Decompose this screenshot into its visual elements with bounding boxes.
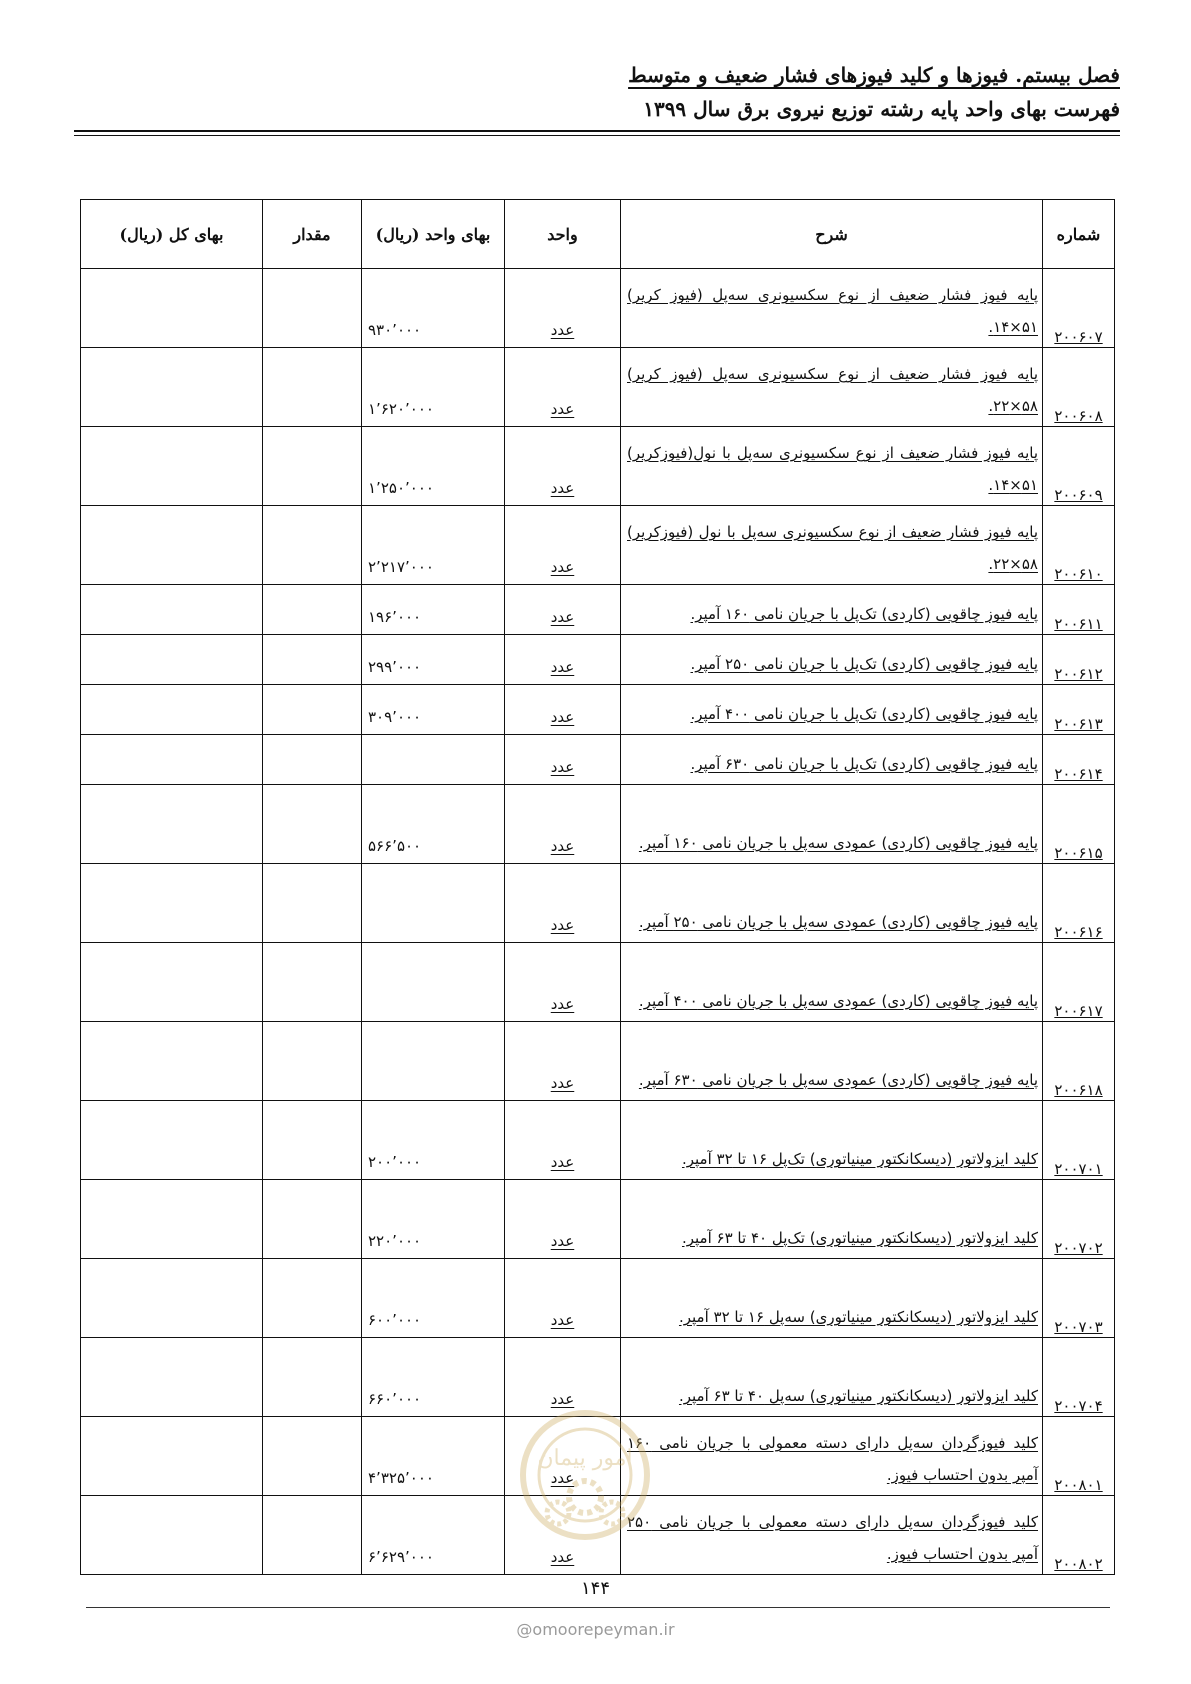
item-unit-price-cell: ۹۳۰٬۰۰۰	[362, 269, 505, 348]
item-code: ۲۰۰۶۱۸	[1054, 1081, 1103, 1099]
site-watermark: @omoorepeyman.ir	[516, 1620, 675, 1639]
item-code-cell	[1043, 635, 1115, 685]
item-description-cell	[621, 506, 1043, 585]
item-description: کلید ایزولاتور (دیسکانکتور مینیاتوری) تک‌پل ۴۰ تا ۶۳ آمپر.	[681, 1229, 1038, 1247]
item-unit-cell	[505, 1101, 621, 1180]
item-description-cell	[621, 1180, 1043, 1259]
item-unit-cell	[505, 1022, 621, 1101]
item-unit-cell	[505, 427, 621, 506]
item-description-cell	[621, 348, 1043, 427]
item-description: پایه فیوز چاقویی (کاردی) عمودی سه‌پل با جریان نامی ۲۵۰ آمپر.	[638, 913, 1038, 931]
item-description-cell	[621, 943, 1043, 1022]
item-unit-price-cell: ۳۰۹٬۰۰۰	[362, 685, 505, 735]
page-number: ۱۴۴	[580, 1578, 610, 1599]
item-description: پایه فیوز چاقویی (کاردی) عمودی سه‌پل با جریان نامی ۱۶۰ آمپر.	[638, 834, 1038, 852]
item-code-cell	[1043, 1101, 1115, 1180]
item-description-cell	[621, 685, 1043, 735]
item-description-cell	[621, 1496, 1043, 1575]
item-code-cell	[1043, 943, 1115, 1022]
item-quantity-cell	[263, 348, 362, 427]
item-code: ۲۰۰۶۱۱	[1054, 615, 1103, 633]
item-total-price-cell	[81, 1496, 263, 1575]
item-code: ۲۰۰۸۰۱	[1054, 1476, 1103, 1494]
item-code: ۲۰۰۶۱۰	[1054, 565, 1103, 583]
item-total-price-cell	[81, 1022, 263, 1101]
table-row	[81, 685, 1115, 735]
item-total-price-cell	[81, 735, 263, 785]
item-unit: عدد	[550, 400, 575, 418]
col-header-qty: مقدار	[263, 200, 362, 269]
item-quantity-cell	[263, 943, 362, 1022]
item-quantity-cell	[263, 427, 362, 506]
item-description-cell	[621, 864, 1043, 943]
item-unit-cell	[505, 785, 621, 864]
item-code-cell	[1043, 1417, 1115, 1496]
header-rule-thin	[74, 135, 1120, 136]
item-code-cell	[1043, 1259, 1115, 1338]
table-row	[81, 1180, 1115, 1259]
item-unit-cell	[505, 348, 621, 427]
item-total-price-cell	[81, 1101, 263, 1180]
item-description: کلید ایزولاتور (دیسکانکتور مینیاتوری) تک‌پل ۱۶ تا ۳۲ آمپر.	[681, 1150, 1038, 1168]
item-total-price-cell	[81, 943, 263, 1022]
item-total-price-cell	[81, 506, 263, 585]
col-header-code: شماره	[1043, 200, 1115, 269]
table-row	[81, 1259, 1115, 1338]
item-total-price-cell	[81, 635, 263, 685]
item-code-cell	[1043, 506, 1115, 585]
item-code: ۲۰۰۶۰۹	[1054, 486, 1103, 504]
document-title: فهرست بهای واحد پایه رشته توزیع نیروی برق سال ۱۳۹۹	[643, 97, 1120, 121]
table-header-row	[81, 200, 1115, 269]
item-quantity-cell	[263, 1022, 362, 1101]
item-code: ۲۰۰۷۰۲	[1054, 1239, 1103, 1257]
item-unit-price-cell: ۲۹۹٬۰۰۰	[362, 635, 505, 685]
item-code: ۲۰۰۶۱۴	[1054, 765, 1103, 783]
header-rule	[74, 130, 1120, 132]
item-description: پایه فیوز چاقویی (کاردی) عمودی سه‌پل با جریان نامی ۴۰۰ آمپر.	[638, 992, 1038, 1010]
item-total-price-cell	[81, 1180, 263, 1259]
item-total-price-cell	[81, 427, 263, 506]
item-code-cell	[1043, 864, 1115, 943]
item-description: پایه فیوز فشار ضعیف از نوع سکسیونری سه‌پل با نول (فیوزکریر) ۵۸×۲۲.	[627, 523, 1038, 573]
item-code: ۲۰۰۸۰۲	[1054, 1555, 1103, 1573]
chapter-title: فصل بیستم. فیوزها و کلید فیوزهای فشار ضعیف و متوسط	[628, 63, 1120, 87]
item-total-price-cell	[81, 269, 263, 348]
item-quantity-cell	[263, 269, 362, 348]
item-total-price-cell	[81, 785, 263, 864]
item-description-cell	[621, 427, 1043, 506]
item-unit-price-cell: ۱۹۶٬۰۰۰	[362, 585, 505, 635]
item-total-price-cell	[81, 1259, 263, 1338]
item-quantity-cell	[263, 1338, 362, 1417]
item-description-cell	[621, 635, 1043, 685]
item-unit-price-cell: ۶۶۰٬۰۰۰	[362, 1338, 505, 1417]
item-unit: عدد	[550, 758, 575, 776]
item-description: پایه فیوز فشار ضعیف از نوع سکسیونری سه‌پل (فیوز کریر) ۵۸×۲۲.	[627, 365, 1038, 415]
item-quantity-cell	[263, 1180, 362, 1259]
page-header	[74, 58, 1120, 126]
item-unit-cell	[505, 685, 621, 735]
item-unit-price-cell	[362, 1022, 505, 1101]
item-quantity-cell	[263, 864, 362, 943]
table-row	[81, 1101, 1115, 1180]
item-unit-cell	[505, 943, 621, 1022]
item-unit-cell	[505, 506, 621, 585]
item-code: ۲۰۰۶۱۵	[1054, 844, 1103, 862]
item-quantity-cell	[263, 735, 362, 785]
item-description: کلید ایزولاتور (دیسکانکتور مینیاتوری) سه‌پل ۴۰ تا ۶۳ آمپر.	[678, 1387, 1038, 1405]
item-description: پایه فیوز فشار ضعیف از نوع سکسیونری سه‌پل (فیوز کریر) ۵۱×۱۴.	[627, 286, 1038, 336]
item-unit-cell	[505, 1180, 621, 1259]
item-code-cell	[1043, 1180, 1115, 1259]
item-unit: عدد	[550, 837, 575, 855]
item-quantity-cell	[263, 785, 362, 864]
item-quantity-cell	[263, 506, 362, 585]
watermark-seal	[510, 1405, 660, 1565]
item-total-price-cell	[81, 1417, 263, 1496]
item-quantity-cell	[263, 585, 362, 635]
item-unit: عدد	[550, 321, 575, 339]
table-row	[81, 348, 1115, 427]
item-unit: عدد	[550, 558, 575, 576]
table-row	[81, 506, 1115, 585]
item-quantity-cell	[263, 1101, 362, 1180]
item-unit-cell	[505, 269, 621, 348]
item-unit: عدد	[550, 1232, 575, 1250]
item-code-cell	[1043, 735, 1115, 785]
item-unit-price-cell: ۲٬۲۱۷٬۰۰۰	[362, 506, 505, 585]
item-total-price-cell	[81, 864, 263, 943]
item-description-cell	[621, 1338, 1043, 1417]
item-unit: عدد	[550, 1153, 575, 1171]
item-description: پایه فیوز چاقویی (کاردی) تک‌پل با جریان نامی ۴۰۰ آمپر.	[690, 705, 1038, 723]
item-unit-cell	[505, 585, 621, 635]
table-row	[81, 785, 1115, 864]
item-unit: عدد	[550, 1469, 575, 1487]
col-header-desc: شرح	[621, 200, 1043, 269]
item-description-cell	[621, 1101, 1043, 1180]
item-total-price-cell	[81, 348, 263, 427]
table-row	[81, 735, 1115, 785]
item-unit-cell	[505, 635, 621, 685]
item-code-cell	[1043, 785, 1115, 864]
item-description: کلید فیوزگردان سه‌پل دارای دسته معمولی با جریان نامی ۲۵۰ آمپر بدون احتساب فیوز.	[627, 1513, 1038, 1563]
watermark-text: امور پیمان	[537, 1446, 633, 1471]
item-description: پایه فیوز چاقویی (کاردی) تک‌پل با جریان نامی ۲۵۰ آمپر.	[690, 655, 1038, 673]
table-row	[81, 943, 1115, 1022]
item-code-cell	[1043, 348, 1115, 427]
item-unit-price-cell: ۱٬۲۵۰٬۰۰۰	[362, 427, 505, 506]
item-unit-price-cell: ۴٬۳۲۵٬۰۰۰	[362, 1417, 505, 1496]
table-row	[81, 635, 1115, 685]
item-unit-cell	[505, 864, 621, 943]
col-header-total: بهای کل (ریال)	[81, 200, 263, 269]
item-unit: عدد	[550, 658, 575, 676]
item-code: ۲۰۰۷۰۳	[1054, 1318, 1103, 1336]
table-row	[81, 427, 1115, 506]
item-code-cell	[1043, 1338, 1115, 1417]
item-unit-price-cell	[362, 735, 505, 785]
footer-rule	[86, 1607, 1110, 1608]
item-unit: عدد	[550, 708, 575, 726]
item-unit-price-cell: ۶٬۶۲۹٬۰۰۰	[362, 1496, 505, 1575]
table-row	[81, 585, 1115, 635]
item-code-cell	[1043, 427, 1115, 506]
item-unit: عدد	[550, 608, 575, 626]
item-code: ۲۰۰۶۰۸	[1054, 407, 1103, 425]
table-row	[81, 864, 1115, 943]
item-description-cell	[621, 585, 1043, 635]
item-code: ۲۰۰۶۱۷	[1054, 1002, 1103, 1020]
item-code: ۲۰۰۶۱۲	[1054, 665, 1103, 683]
item-code: ۲۰۰۷۰۱	[1054, 1160, 1103, 1178]
item-total-price-cell	[81, 685, 263, 735]
item-unit: عدد	[550, 1548, 575, 1566]
col-header-unit-price: بهای واحد (ریال)	[362, 200, 505, 269]
item-code: ۲۰۰۷۰۴	[1054, 1397, 1103, 1415]
item-total-price-cell	[81, 585, 263, 635]
item-quantity-cell	[263, 635, 362, 685]
table-row	[81, 1022, 1115, 1101]
item-total-price-cell	[81, 1338, 263, 1417]
item-unit-price-cell: ۲۲۰٬۰۰۰	[362, 1180, 505, 1259]
item-quantity-cell	[263, 1417, 362, 1496]
item-unit-price-cell: ۵۶۶٬۵۰۰	[362, 785, 505, 864]
item-unit-price-cell	[362, 864, 505, 943]
item-quantity-cell	[263, 685, 362, 735]
item-unit-price-cell: ۶۰۰٬۰۰۰	[362, 1259, 505, 1338]
item-quantity-cell	[263, 1259, 362, 1338]
item-unit-price-cell	[362, 943, 505, 1022]
item-code: ۲۰۰۶۱۶	[1054, 923, 1103, 941]
item-description-cell	[621, 1259, 1043, 1338]
item-description-cell	[621, 735, 1043, 785]
item-description: پایه فیوز چاقویی (کاردی) عمودی سه‌پل با جریان نامی ۶۳۰ آمپر.	[638, 1071, 1038, 1089]
item-description-cell	[621, 1417, 1043, 1496]
item-description-cell	[621, 785, 1043, 864]
item-description: کلید فیوزگردان سه‌پل دارای دسته معمولی با جریان نامی ۱۶۰ آمپر بدون احتساب فیوز.	[627, 1434, 1038, 1484]
item-description-cell	[621, 1022, 1043, 1101]
item-code-cell	[1043, 1496, 1115, 1575]
item-unit: عدد	[550, 1311, 575, 1329]
item-code-cell	[1043, 1022, 1115, 1101]
item-description: پایه فیوز فشار ضعیف از نوع سکسیونری سه‌پل با نول(فیوزکریر) ۵۱×۱۴.	[627, 444, 1038, 494]
item-unit-price-cell: ۱٬۶۲۰٬۰۰۰	[362, 348, 505, 427]
item-unit: عدد	[550, 916, 575, 934]
item-code-cell	[1043, 585, 1115, 635]
table-row	[81, 269, 1115, 348]
item-code: ۲۰۰۶۱۳	[1054, 715, 1103, 733]
item-code-cell	[1043, 269, 1115, 348]
item-description: کلید ایزولاتور (دیسکانکتور مینیاتوری) سه‌پل ۱۶ تا ۳۲ آمپر.	[678, 1308, 1038, 1326]
item-unit: عدد	[550, 1074, 575, 1092]
item-code: ۲۰۰۶۰۷	[1054, 328, 1103, 346]
item-description-cell	[621, 269, 1043, 348]
item-quantity-cell	[263, 1496, 362, 1575]
item-unit: عدد	[550, 479, 575, 497]
item-unit: عدد	[550, 1390, 575, 1408]
item-description: پایه فیوز چاقویی (کاردی) تک‌پل با جریان نامی ۶۳۰ آمپر.	[690, 755, 1038, 773]
item-code-cell	[1043, 685, 1115, 735]
item-unit: عدد	[550, 995, 575, 1013]
col-header-unit: واحد	[505, 200, 621, 269]
item-unit-cell	[505, 735, 621, 785]
item-unit-price-cell: ۲۰۰٬۰۰۰	[362, 1101, 505, 1180]
item-description: پایه فیوز چاقویی (کاردی) تک‌پل با جریان نامی ۱۶۰ آمپر.	[690, 605, 1038, 623]
item-unit-cell	[505, 1259, 621, 1338]
price-table	[80, 199, 1115, 1575]
